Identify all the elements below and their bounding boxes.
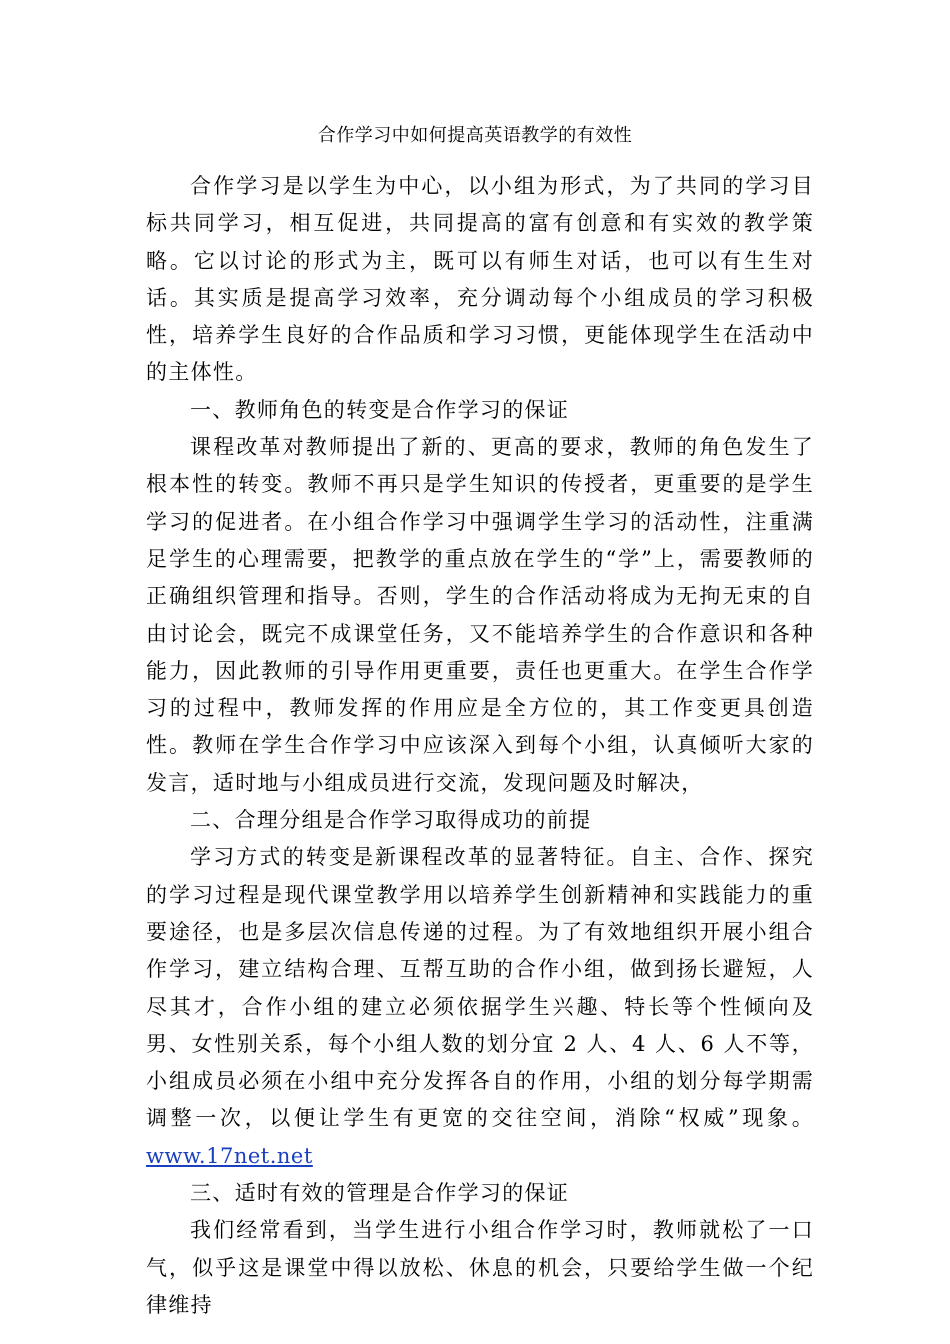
section-1-heading: 一、教师角色的转变是合作学习的保证 — [190, 397, 570, 422]
section-2-paragraph — [146, 839, 814, 1175]
section-3-paragraph: 我们经常看到，当学生进行小组合作学习时，教师就松了一口气，似乎这是课堂中得以放松、休息的机会，只要给学生做一个纪律维持 — [146, 1218, 814, 1317]
document-title: 合作学习中如何提高英语教学的有效性 — [317, 125, 633, 146]
section-1-paragraph: 课程改革对教师提出了新的、更高的要求，教师的角色发生了根本性的转变。教师不再只是学生知识的传授者，更重要的是学生学习的促进者。在小组合作学习中强调学生学习的活动性，注重满足学生的心理需要，把教学的重点放在学生的“学”上，需要教师的正确组织管理和指导。否则，学生的合作活动将成为无拘无束的自由讨论会，既完不成课堂任务，又不能培养学生的合作意识和各种能力，因此教师的引导作用更重要，责任也更重大。在学生合作学习的过程中，教师发挥的作用应是全方位的，其工作变更具创造性。教师在学生合作学习中应该深入到每个小组，认真倾听大家的发言，适时地与小组成员进行交流，发现问题及时解决， — [146, 435, 814, 795]
website-link[interactable]: www.17net.net — [146, 1143, 313, 1168]
intro-paragraph: 合作学习是以学生为中心，以小组为形式，为了共同的学习目标共同学习，相互促进，共同提高的富有创意和有实效的教学策略。它以讨论的形式为主，既可以有师生对话，也可以有生生对话。其实质是提高学习效率，充分调动每个小组成员的学习积极性，培养学生良好的合作品质和学习习惯，更能体现学生在活动中的主体性。 — [146, 174, 814, 385]
section-3-heading: 三、适时有效的管理是合作学习的保证 — [190, 1181, 570, 1206]
section-2-text: 学习方式的转变是新课程改革的显著特征。自主、合作、探究的学习过程是现代课堂教学用以培养学生创新精神和实践能力的重要途径，也是多层次信息传递的过程。为了有效地组织开展小组合作学习，建立结构合理、互帮互助的合作小组，做到扬长避短，人尽其才，合作小组的建立必须依据学生兴趣、特长等个性倾向及男、女性别关系，每个小组人数的划分宜 2 人、4 人、6 人不等，小组成员必须在小组中充分发挥各自的作用，小组的划分每学期需调整一次，以便让学生有更宽的交往空间，消除“权威”现象。 — [146, 845, 814, 1131]
section-2-heading: 二、合理分组是合作学习取得成功的前提 — [190, 808, 592, 833]
document-body — [146, 168, 814, 1324]
